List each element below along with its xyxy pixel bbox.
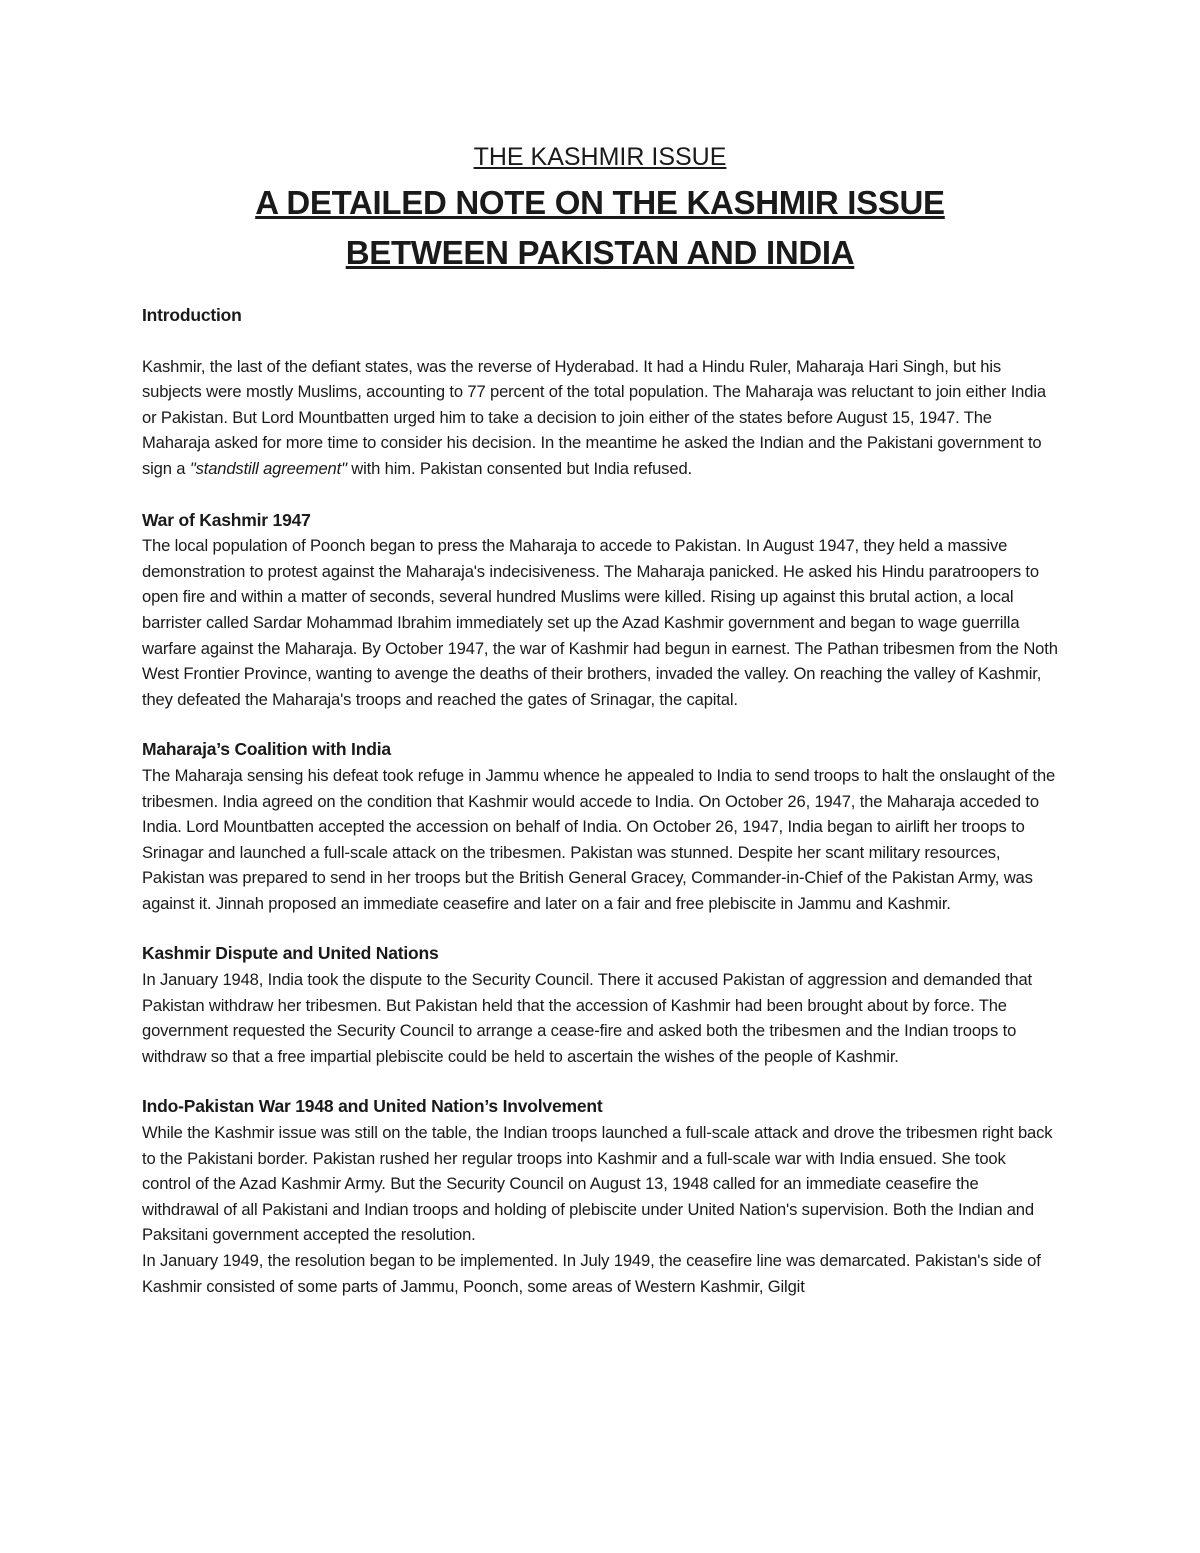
section-un-dispute xyxy=(142,941,1058,1069)
section-introduction xyxy=(142,303,1058,482)
section-paragraph: In January 1949, the resolution began to be implemented. In July 1949, the ceasefire line was demarcated. Pakistan's side of Kashmir consisted of some parts of Jammu, Poonch, some areas of Western Kashmir, Gilgit xyxy=(142,1251,1041,1296)
section-paragraph: While the Kashmir issue was still on the table, the Indian troops launched a full-scale attack and drove the tribesmen right back to the Pakistani border. Pakistan rushed her regular troops into Kashmir and a full-scale war with India ensued. She took control of the Azad Kashmir Army. But the Security Council on August 13, 1948 called for an immediate ceasefire the withdrawal of all Pakistani and Indian troops and holding of plebiscite under United Nation's supervision. Both the Indian and Paksitani government accepted the resolution. xyxy=(142,1123,1053,1245)
document-supertitle: THE KASHMIR ISSUE xyxy=(473,143,727,171)
section-heading: Indo-Pakistan War 1948 and United Nation’s Involvement xyxy=(142,1096,603,1117)
document-title-line-1: A DETAILED NOTE ON THE KASHMIR ISSUE xyxy=(255,184,945,221)
section-paragraph: The Maharaja sensing his defeat took refuge in Jammu whence he appealed to India to send troops to halt the onslaught of the tribesmen. India agreed on the condition that Kashmir would accede to India. On October 26, 1947, the Maharaja acceded to India. Lord Mountbatten accepted the accession on behalf of India. On October 26, 1947, India began to airlift her troops to Srinagar and launched a full-scale attack on the tribesmen. Pakistan was stunned. Despite her scant military resources, Pakistan was prepared to send in her troops but the British General Gracey, Commander-in-Chief of the Pakistan Army, was against it. Jinnah proposed an immediate ceasefire and later on a fair and free plebiscite in Jammu and Kashmir. xyxy=(142,765,1056,913)
section-heading: Kashmir Dispute and United Nations xyxy=(142,943,439,964)
quoted-term: "standstill agreement" xyxy=(189,458,347,478)
section-paragraph: The local population of Poonch began to press the Maharaja to accede to Pakistan. In August 1947, they held a massive demonstration to protest against the Maharaja's indecisiveness. The Maharaja panicked. He asked his Hindu paratroopers to open fire and within a matter of seconds, several hundred Muslims were killed. Rising up against this brutal action, a local barrister called Sardar Mohammad Ibrahim immediately set up the Azad Kashmir government and began to wage guerrilla warfare against the Maharaja. By October 1947, the war of Kashmir had begun in earnest. The Pathan tribesmen from the Noth West Frontier Province, wanting to avenge the deaths of their brothers, invaded the valley. On reaching the valley of Kashmir, they defeated the Maharaja's troops and reached the gates of Srinagar, the capital. xyxy=(142,536,1058,709)
section-war-1948 xyxy=(142,1094,1058,1299)
document-title xyxy=(142,178,1058,278)
section-war-1947 xyxy=(142,508,1058,713)
section-heading: Introduction xyxy=(142,305,242,325)
section-heading: War of Kashmir 1947 xyxy=(142,509,311,530)
paragraph-text: with him. Pakistan consented but India refused. xyxy=(346,458,692,478)
section-paragraph xyxy=(142,354,1058,482)
section-coalition xyxy=(142,737,1058,916)
document-body xyxy=(142,140,1058,1299)
document-title-line-2: BETWEEN PAKISTAN AND INDIA xyxy=(345,234,855,271)
section-paragraph: In January 1948, India took the dispute to the Security Council. There it accused Pakistan of aggression and demanded that Pakistan withdraw her tribesmen. But Pakistan held that the accession of Kashmir had been brought about by force. The government requested the Security Council to arrange a cease-fire and asked both the tribesmen and the Indian troops to withdraw so that a free impartial plebiscite could be held to ascertain the wishes of the people of Kashmir. xyxy=(142,970,1033,1066)
section-heading: Maharaja’s Coalition with India xyxy=(142,739,391,760)
paragraph-text: Kashmir, the last of the defiant states, was the reverse of Hyderabad. It had a Hindu Ruler, Maharaja Hari Singh, but his subjects were mostly Muslims, accounting to 77 percent of the total population. The Maharaja was reluctant to join either India or Pakistan. But Lord Mountbatten urged him to take a decision to join either of the states before August 15, 1947. The Maharaja asked for more time to consider his decision. In the meantime he asked the Indian and the Pakistani government to sign a xyxy=(142,356,1046,478)
